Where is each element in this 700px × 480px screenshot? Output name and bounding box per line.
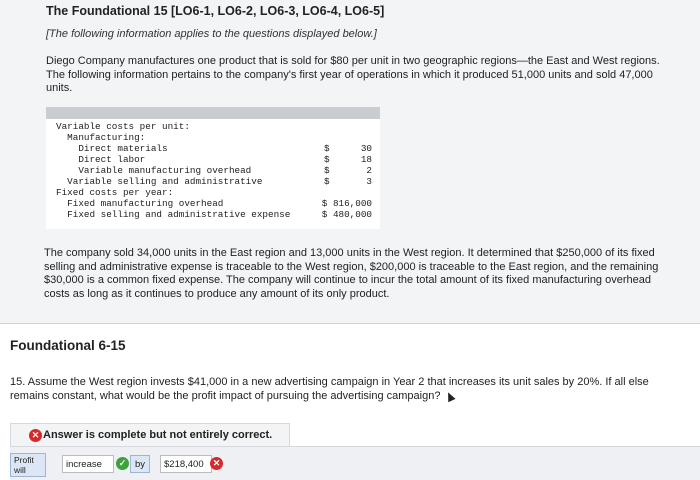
cost-row-value: 30 <box>360 143 372 154</box>
direction-select[interactable]: increase <box>62 455 114 473</box>
cost-row-label: Fixed manufacturing overhead <box>56 198 224 209</box>
cost-table-header-bar <box>46 107 380 119</box>
cost-row-value: 2 <box>366 165 372 176</box>
cost-row-label: Direct labor <box>56 154 146 165</box>
by-label: by <box>130 455 150 473</box>
cost-row-dollar: $ <box>324 143 330 154</box>
profit-will-label: Profit will <box>10 453 46 477</box>
correct-check-icon: ✓ <box>116 457 129 470</box>
mouse-cursor-icon <box>445 390 456 402</box>
answer-row <box>10 446 700 480</box>
cost-row-label: Direct materials <box>56 143 168 154</box>
cost-row-value: 18 <box>360 154 372 165</box>
section-title: Foundational 6-15 <box>10 338 126 353</box>
cost-row-value: $ 480,000 <box>321 209 372 220</box>
cost-row-label: Fixed costs per year: <box>56 187 174 198</box>
region-paragraph: The company sold 34,000 units in the East region and 13,000 units in the West region. It determined that $250,000 of its fixed selling and administrative expense is traceable to the West region, $200,000 is traceable to the East region, and the remaining $30,000 is a common fixed expense. The company will continue to incur the total amount of its fixed manufacturing overhead costs as long as it continues to produce any amount of its only product. <box>44 247 659 300</box>
cost-table <box>46 107 380 229</box>
incorrect-x-icon: ✕ <box>29 429 42 442</box>
cost-row-label: Manufacturing: <box>56 132 146 143</box>
cost-row-dollar: $ <box>324 165 330 176</box>
problem-header-title: The Foundational 15 [LO6-1, LO6-2, LO6-3, LO6-4, LO6-5] <box>46 4 385 18</box>
cost-row-label: Variable costs per unit: <box>56 121 190 132</box>
answer-status-banner <box>10 423 290 446</box>
cost-row-dollar: $ <box>324 176 330 187</box>
amount-input[interactable]: $218,400 <box>160 455 212 473</box>
incorrect-x-icon: ✕ <box>210 457 223 470</box>
answer-status-text: Answer is complete but not entirely correct. <box>43 429 273 441</box>
cost-row-label: Variable manufacturing overhead <box>56 165 252 176</box>
cost-row-label: Variable selling and administrative <box>56 176 263 187</box>
cost-row-dollar: $ <box>324 154 330 165</box>
problem-header-subtitle: [The following information applies to the questions displayed below.] <box>46 28 377 40</box>
cost-row-value: 3 <box>366 176 372 187</box>
cost-row-label: Fixed selling and administrative expense <box>56 209 291 220</box>
cost-row-value: $ 816,000 <box>321 198 372 209</box>
intro-paragraph: Diego Company manufactures one product that is sold for $80 per unit in two geographic regions—the East and West regions. The following information pertains to the company's first year of operations in which it produced 51,000 units and sold 47,000 units. <box>46 55 660 94</box>
question-text <box>10 375 690 403</box>
question-body: 15. Assume the West region invests $41,000 in a new advertising campaign in Year 2 that increases its unit sales by 20%. If all else remains constant, what would be the profit impact of pursuing the advertising campaign? <box>10 376 649 402</box>
